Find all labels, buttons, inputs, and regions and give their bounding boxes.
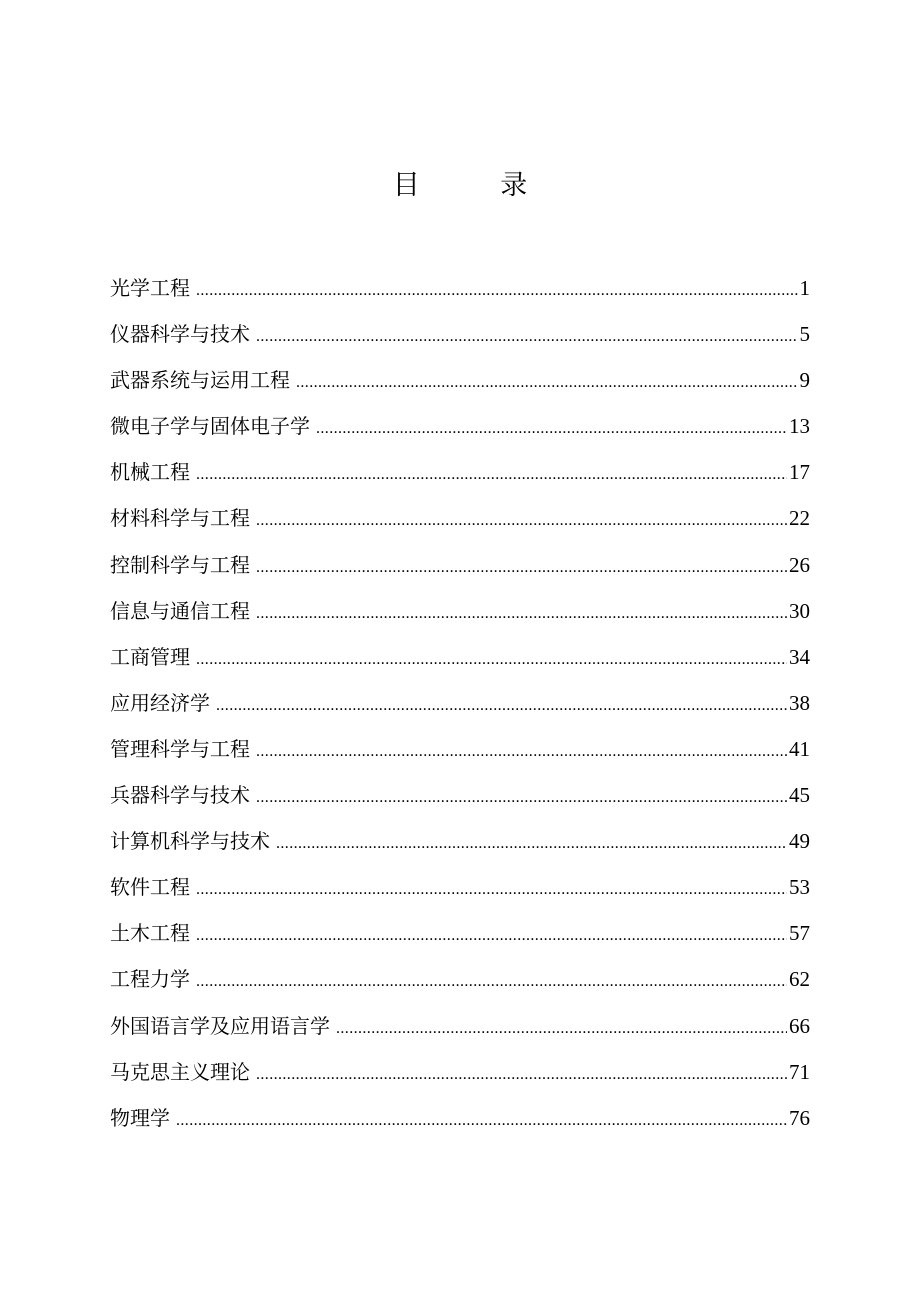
toc-entry-label: 工商管理 [110, 644, 190, 669]
toc-dot-leader [196, 456, 787, 494]
toc-entry[interactable] [110, 361, 810, 407]
toc-entry-label: 控制科学与工程 [110, 552, 250, 577]
toc-entry-label: 管理科学与工程 [110, 736, 250, 761]
toc-entry-page: 30 [789, 598, 810, 623]
toc-entry-page: 5 [799, 322, 810, 347]
toc-entry-label: 微电子学与固体电子学 [110, 414, 310, 439]
toc-entry-label: 仪器科学与技术 [110, 322, 250, 347]
toc-entry-page: 66 [789, 1013, 810, 1038]
toc-entry-label: 外国语言学及应用语言学 [110, 1013, 330, 1038]
toc-entry-page: 22 [789, 506, 810, 531]
toc-entry-page: 13 [789, 414, 810, 439]
toc-entry-page: 9 [799, 368, 810, 393]
toc-entry[interactable] [110, 868, 810, 914]
toc-dot-leader [196, 641, 787, 679]
toc-dot-leader [196, 871, 787, 909]
toc-entry-page: 62 [789, 967, 810, 992]
toc-entry-label: 机械工程 [110, 460, 190, 485]
toc-entry[interactable] [110, 499, 810, 545]
toc-dot-leader [216, 687, 787, 725]
toc-entry-page: 34 [789, 644, 810, 669]
toc-dot-leader [256, 549, 787, 587]
toc-entry-label: 工程力学 [110, 967, 190, 992]
toc-entry-page: 26 [789, 552, 810, 577]
toc-dot-leader [196, 917, 787, 955]
toc-dot-leader [196, 272, 798, 310]
toc-dot-leader [256, 1056, 787, 1094]
toc-entry-label: 兵器科学与技术 [110, 783, 250, 808]
toc-entry[interactable] [110, 269, 810, 315]
toc-entry-page: 71 [789, 1059, 810, 1084]
toc-title: 目 录 [392, 170, 564, 201]
toc-list [110, 269, 810, 1145]
toc-entry[interactable] [110, 315, 810, 361]
toc-entry-label: 光学工程 [110, 276, 190, 300]
toc-dot-leader [276, 825, 787, 863]
toc-entry-label: 土木工程 [110, 921, 190, 946]
toc-entry-page: 57 [789, 921, 810, 946]
toc-dot-leader [316, 410, 787, 448]
toc-dot-leader [296, 364, 798, 402]
toc-entry[interactable] [110, 453, 810, 499]
toc-entry[interactable] [110, 776, 810, 822]
toc-entry-page: 17 [789, 460, 810, 485]
toc-entry[interactable] [110, 1053, 810, 1099]
toc-entry[interactable] [110, 407, 810, 453]
toc-entry-label: 信息与通信工程 [110, 598, 250, 623]
toc-entry-label: 武器系统与运用工程 [110, 368, 290, 393]
toc-dot-leader [256, 595, 787, 633]
toc-entry-page: 49 [789, 829, 810, 854]
toc-entry[interactable] [110, 684, 810, 730]
toc-entry-label: 物理学 [110, 1105, 170, 1130]
toc-entry-label: 材料科学与工程 [110, 506, 250, 531]
toc-entry[interactable] [110, 1007, 810, 1053]
toc-entry[interactable] [110, 730, 810, 776]
toc-entry-page: 1 [799, 276, 810, 300]
toc-entry-label: 马克思主义理论 [110, 1059, 250, 1084]
toc-entry-page: 53 [789, 875, 810, 900]
toc-dot-leader [256, 733, 787, 771]
toc-dot-leader [256, 502, 787, 540]
toc-entry[interactable] [110, 546, 810, 592]
toc-entry[interactable] [110, 822, 810, 868]
toc-entry-label: 应用经济学 [110, 690, 210, 715]
toc-entry-label: 软件工程 [110, 875, 190, 900]
toc-dot-leader [196, 963, 787, 1001]
toc-entry-page: 38 [789, 690, 810, 715]
toc-entry-page: 41 [789, 736, 810, 761]
toc-dot-leader [336, 1010, 787, 1048]
toc-entry[interactable] [110, 1099, 810, 1145]
toc-dot-leader [256, 779, 787, 817]
toc-dot-leader [256, 318, 798, 356]
toc-entry-page: 45 [789, 783, 810, 808]
toc-entry[interactable] [110, 914, 810, 960]
toc-entry[interactable] [110, 638, 810, 684]
toc-entry[interactable] [110, 960, 810, 1006]
toc-entry[interactable] [110, 592, 810, 638]
toc-entry-page: 76 [789, 1105, 810, 1130]
toc-dot-leader [176, 1102, 787, 1140]
toc-entry-label: 计算机科学与技术 [110, 829, 270, 854]
